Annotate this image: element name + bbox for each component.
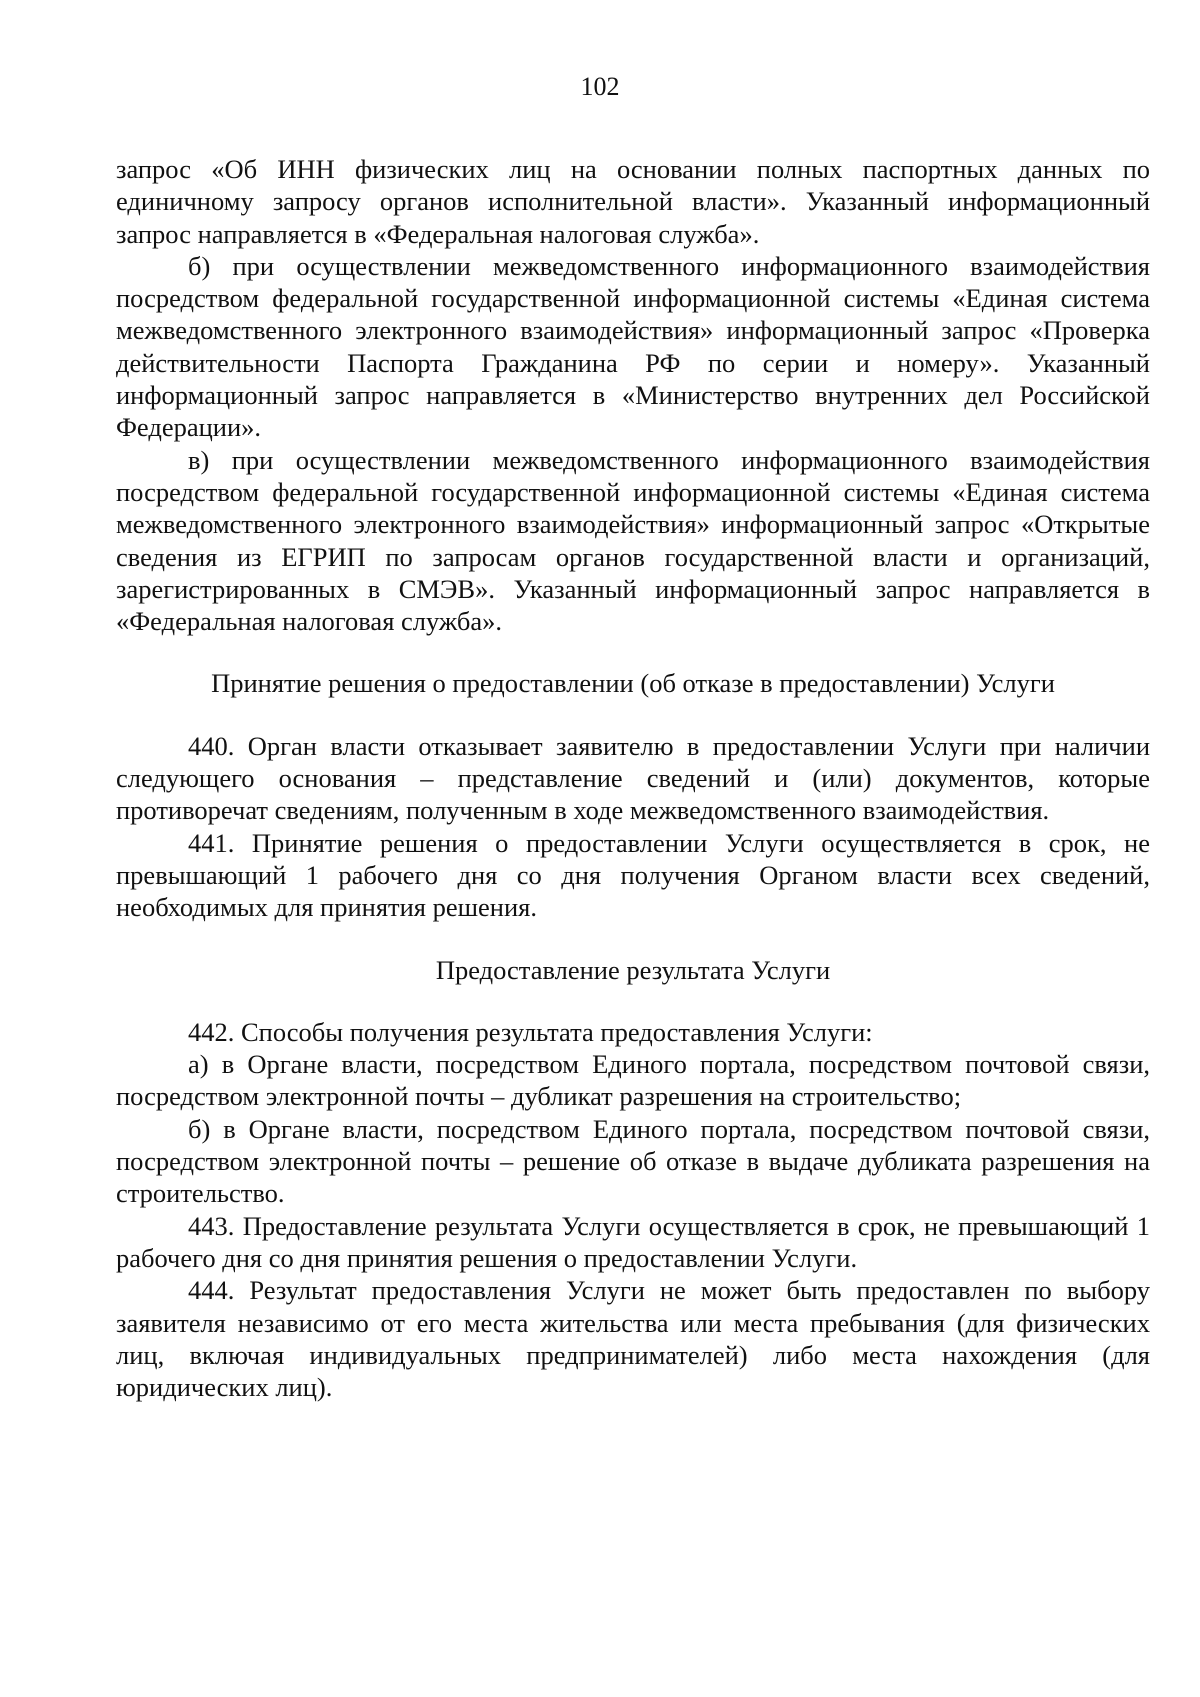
paragraph-440: 440. Орган власти отказывает заявителю в предоставлении Услуги при наличии следующего основания – представление сведений и (или) документов, которые противоречат сведениям, полученным в ходе межведомственного взаимодействия. bbox=[116, 730, 1150, 826]
paragraph-443: 443. Предоставление результата Услуги осуществляется в срок, не превышающий 1 рабочего дня со дня принятия решения о предоставлении Услуги. bbox=[116, 1210, 1150, 1273]
paragraph-inn-request: запрос «Об ИНН физических лиц на основании полных паспортных данных по единичному запросу органов исполнительной власти». Указанный информационный запрос направляется в «Федеральная налоговая служба». bbox=[116, 154, 1150, 249]
document-body bbox=[116, 153, 1150, 1403]
paragraph-442b: б) в Органе власти, посредством Единого портала, посредством почтовой связи, посредством электронной почты – решение об отказе в выдаче дубликата разрешения на строительство. bbox=[116, 1113, 1150, 1209]
page-number: 102 bbox=[580, 72, 620, 101]
paragraph-442a: а) в Органе власти, посредством Единого портала, посредством почтовой связи, посредством электронной почты – дубликат разрешения на строительство; bbox=[116, 1049, 1150, 1112]
section-heading-decision: Принятие решения о предоставлении (об отказе в предоставлении) Услуги bbox=[211, 668, 1055, 699]
paragraph-442: 442. Способы получения результата предоставления Услуги: bbox=[188, 1016, 873, 1047]
paragraph-egrip-request: в) при осуществлении межведомственного информационного взаимодействия посредством федеральной государственной информационной системы «Единая система межведомственного электронного взаимодействия» информационный запрос «Открытые сведения из ЕГРИП по запросам органов государственной власти и организаций, зарегистрированных в СМЭВ». Указанный информационный запрос направляется в «Федеральная налоговая служба». bbox=[116, 444, 1150, 637]
section-heading-result: Предоставление результата Услуги bbox=[435, 954, 831, 985]
paragraph-passport-request: б) при осуществлении межведомственного информационного взаимодействия посредством федеральной государственной информационной системы «Единая система межведомственного электронного взаимодействия» информационный запрос «Проверка действительности Паспорта Гражданина РФ по серии и номеру». Указанный информационный запрос направляется в «Министерство внутренних дел Российской Федерации». bbox=[116, 250, 1150, 443]
paragraph-441: 441. Принятие решения о предоставлении Услуги осуществляется в срок, не превышающий 1 рабочего дня со дня получения Органом власти всех сведений, необходимых для принятия решения. bbox=[116, 827, 1150, 923]
paragraph-444: 444. Результат предоставления Услуги не может быть предоставлен по выбору заявителя независимо от его места жительства или места пребывания (для физических лиц, включая индивидуальных предпринимателей) либо места нахождения (для юридических лиц). bbox=[116, 1275, 1150, 1403]
